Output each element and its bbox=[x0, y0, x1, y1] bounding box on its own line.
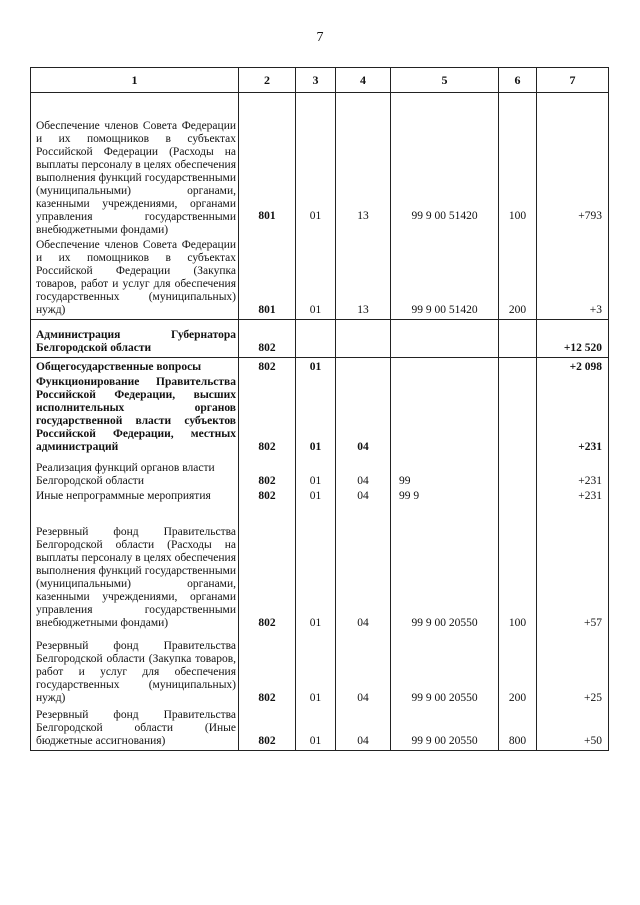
row-vr bbox=[499, 490, 537, 505]
row-sum: +2 098 bbox=[537, 358, 609, 377]
budget-table bbox=[30, 67, 609, 751]
table-row bbox=[31, 632, 609, 707]
row-pr: 04 bbox=[336, 456, 391, 490]
row-ved: 801 bbox=[239, 93, 296, 239]
row-ved: 802 bbox=[239, 490, 296, 505]
row-ved: 802 bbox=[239, 358, 296, 377]
row-name: Резервный фонд Правительства Белгородской области (Закупка товаров, работ и услуг для обеспечения государственных (муниципальных) нужд) bbox=[31, 632, 239, 707]
row-csr: 99 9 00 20550 bbox=[391, 707, 499, 750]
row-vr: 200 bbox=[499, 239, 537, 320]
row-vr: 100 bbox=[499, 505, 537, 632]
row-csr bbox=[391, 358, 499, 377]
row-csr: 99 9 00 51420 bbox=[391, 93, 499, 239]
row-pr: 13 bbox=[336, 239, 391, 320]
row-rz: 01 bbox=[296, 239, 336, 320]
row-name: Иные непрограммные мероприятия bbox=[31, 490, 239, 505]
col-header-1: 1 bbox=[31, 68, 239, 93]
row-vr bbox=[499, 358, 537, 377]
row-sum: +50 bbox=[537, 707, 609, 750]
table-row bbox=[31, 358, 609, 377]
table-row bbox=[31, 320, 609, 358]
row-pr bbox=[336, 320, 391, 358]
col-header-2: 2 bbox=[239, 68, 296, 93]
row-ved: 802 bbox=[239, 632, 296, 707]
table-row bbox=[31, 490, 609, 505]
row-pr bbox=[336, 358, 391, 377]
row-sum: +231 bbox=[537, 376, 609, 456]
row-pr: 04 bbox=[336, 707, 391, 750]
row-rz: 01 bbox=[296, 505, 336, 632]
table-row bbox=[31, 376, 609, 456]
row-pr: 04 bbox=[336, 376, 391, 456]
row-sum: +231 bbox=[537, 456, 609, 490]
row-rz: 01 bbox=[296, 93, 336, 239]
row-pr: 04 bbox=[336, 505, 391, 632]
row-ved: 802 bbox=[239, 707, 296, 750]
row-csr: 99 9 00 51420 bbox=[391, 239, 499, 320]
row-rz: 01 bbox=[296, 632, 336, 707]
row-rz: 01 bbox=[296, 358, 336, 377]
table-row bbox=[31, 707, 609, 750]
row-sum: +231 bbox=[537, 490, 609, 505]
row-vr: 800 bbox=[499, 707, 537, 750]
row-name: Резервный фонд Правительства Белгородской области (Иные бюджетные ассигнования) bbox=[31, 707, 239, 750]
table-row bbox=[31, 93, 609, 239]
row-name: Функционирование Правительства Российской Федерации, высших исполнительных органов государственной власти субъектов Российской Федерации, местных администраций bbox=[31, 376, 239, 456]
row-pr: 04 bbox=[336, 490, 391, 505]
col-header-3: 3 bbox=[296, 68, 336, 93]
row-ved: 802 bbox=[239, 376, 296, 456]
row-csr: 99 9 bbox=[391, 490, 499, 505]
row-name: Обеспечение членов Совета Федерации и их помощников в субъектах Российской Федерации (Расходы на выплаты персоналу в целях обеспечения выполнения функций государственными (муниципальными) органами, казенными учреждениями, органами управления государственными внебюджетными фондами) bbox=[31, 93, 239, 239]
row-sum: +25 bbox=[537, 632, 609, 707]
row-name: Обеспечение членов Совета Федерации и их помощников в субъектах Российской Федерации (Закупка товаров, работ и услуг для обеспечения государственных (муниципальных) нужд) bbox=[31, 239, 239, 320]
row-name: Резервный фонд Правительства Белгородской области (Расходы на выплаты персоналу в целях обеспечения выполнения функций государственными (муниципальными) органами, казенными учреждениями, органами управления государственными внебюджетными фондами) bbox=[31, 505, 239, 632]
row-name: Реализация функций органов власти Белгородской области bbox=[31, 456, 239, 490]
row-ved: 802 bbox=[239, 505, 296, 632]
row-rz: 01 bbox=[296, 376, 336, 456]
table-row bbox=[31, 239, 609, 320]
header-row bbox=[31, 68, 609, 93]
row-name: Общегосударственные вопросы bbox=[31, 358, 239, 377]
col-header-7: 7 bbox=[537, 68, 609, 93]
col-header-6: 6 bbox=[499, 68, 537, 93]
row-rz: 01 bbox=[296, 490, 336, 505]
col-header-5: 5 bbox=[391, 68, 499, 93]
row-csr: 99 bbox=[391, 456, 499, 490]
row-rz: 01 bbox=[296, 456, 336, 490]
row-rz bbox=[296, 320, 336, 358]
row-vr bbox=[499, 456, 537, 490]
row-pr: 04 bbox=[336, 632, 391, 707]
row-vr: 200 bbox=[499, 632, 537, 707]
row-pr: 13 bbox=[336, 93, 391, 239]
col-header-4: 4 bbox=[336, 68, 391, 93]
row-sum: +12 520 bbox=[537, 320, 609, 358]
row-sum: +793 bbox=[537, 93, 609, 239]
table-row bbox=[31, 456, 609, 490]
row-vr bbox=[499, 376, 537, 456]
row-sum: +3 bbox=[537, 239, 609, 320]
row-rz: 01 bbox=[296, 707, 336, 750]
row-csr: 99 9 00 20550 bbox=[391, 505, 499, 632]
row-ved: 801 bbox=[239, 239, 296, 320]
row-csr bbox=[391, 320, 499, 358]
row-name: Администрация Губернатора Белгородской области bbox=[31, 320, 239, 358]
row-ved: 802 bbox=[239, 456, 296, 490]
table-row bbox=[31, 505, 609, 632]
row-vr bbox=[499, 320, 537, 358]
page-number: 7 bbox=[316, 30, 324, 45]
row-sum: +57 bbox=[537, 505, 609, 632]
row-vr: 100 bbox=[499, 93, 537, 239]
row-csr bbox=[391, 376, 499, 456]
row-csr: 99 9 00 20550 bbox=[391, 632, 499, 707]
row-ved: 802 bbox=[239, 320, 296, 358]
